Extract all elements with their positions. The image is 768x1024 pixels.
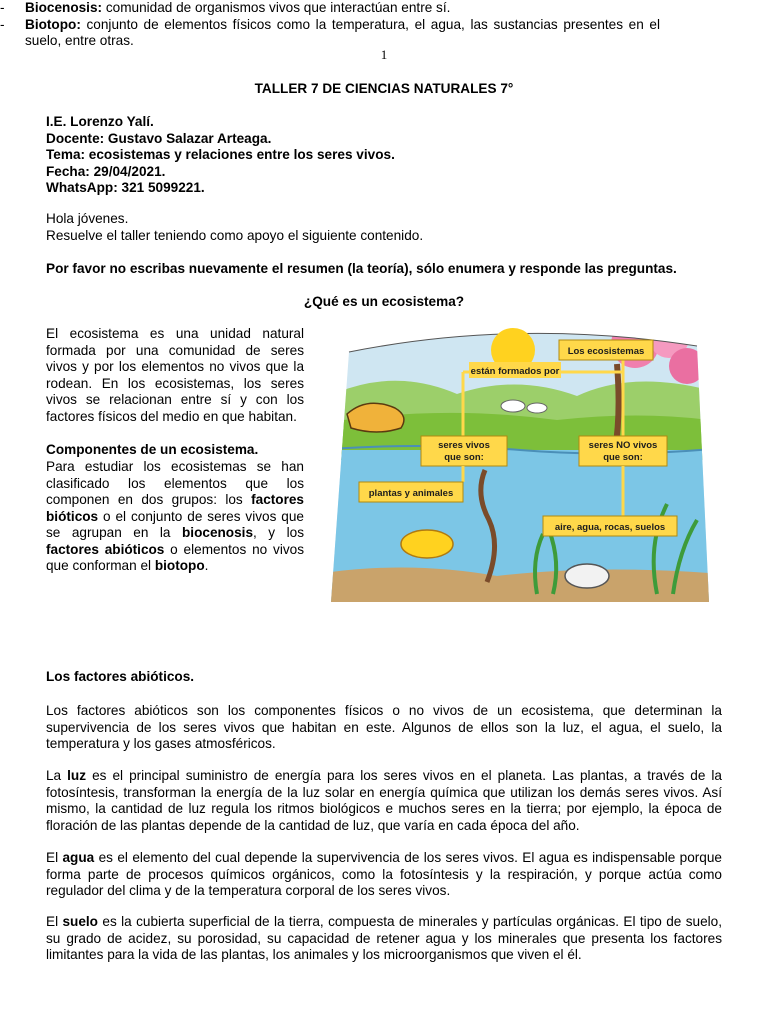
fish	[565, 564, 609, 588]
date-line: Fecha: 29/04/2021.	[46, 163, 166, 179]
soil-paragraph	[46, 914, 722, 964]
text-run: , y los	[253, 525, 304, 540]
fish	[401, 530, 453, 558]
abiotic-title: Los factores abióticos.	[46, 669, 195, 684]
definitions-list	[0, 0, 660, 50]
section-question: ¿Qué es un ecosistema?	[303, 294, 465, 309]
list-item	[0, 17, 660, 50]
label-plants-animals: plantas y animales	[368, 488, 454, 499]
bold-term: factores bióticos	[46, 492, 304, 524]
text-run: La	[46, 768, 68, 783]
duck	[501, 400, 525, 412]
list-dash: -	[0, 16, 5, 32]
text-run: o el conjunto de seres vivos que se agrupan en la	[46, 508, 304, 540]
teacher-name: Docente: Gustavo Salazar Arteaga.	[46, 130, 272, 146]
topic-line: Tema: ecosistemas y relaciones entre los seres vivos.	[46, 147, 395, 162]
greeting-line-2: Resuelve el taller teniendo como apoyo el siguiente contenido.	[46, 227, 424, 243]
label-nonliving-line-1: seres NO vivos	[588, 440, 658, 451]
text-run: Para estudiar los ecosistemas se han clasificado los elementos que los componen en dos grupos: los	[46, 459, 304, 507]
notice-text: Por favor no escribas nuevamente el resumen (la teoría), sólo enumera y responde las preguntas.	[46, 261, 677, 276]
document-title: TALLER 7 DE CIENCIAS NATURALES 7°	[254, 81, 514, 96]
components-title: Componentes de un ecosistema.	[46, 442, 259, 457]
jaguar	[347, 403, 404, 432]
intro-paragraph: El ecosistema es una unidad natural formada por una comunidad de seres vivos y por los elementos no vivos que la rodean. En los ecosistemas, los seres vivos se relacionan entre sí y con los factores físicos del medio en que habitan.	[46, 326, 304, 424]
label-living-line-2: que son:	[444, 452, 484, 463]
greeting-line-1: Hola jóvenes.	[46, 211, 129, 226]
greeting	[46, 211, 722, 244]
ecosystem-illustration	[317, 324, 723, 602]
bold-term: biotopo	[154, 558, 205, 573]
text-run: comunidad de organismos vivos que interactúan entre sí.	[102, 0, 451, 15]
label-abiotic-list: aire, agua, rocas, suelos	[554, 522, 666, 533]
document-header	[46, 114, 722, 197]
list-dash: -	[0, 0, 5, 15]
bold-term: luz	[67, 768, 87, 783]
abiotic-paragraph-1: Los factores abióticos son los componentes físicos o no vivos de un ecosistema, que determinan la supervivencia de los seres vivos que habitan en este. Algunos de ellos son la luz, el agua, el suelo, la temperatura y los gases atmosféricos.	[46, 703, 722, 751]
label-ecosystems: Los ecosistemas	[567, 346, 645, 357]
duck	[527, 403, 547, 413]
school-name: I.E. Lorenzo Yalí.	[46, 114, 154, 129]
text-run: .	[204, 558, 209, 573]
text-run: o elementos no vivos que conforman el	[46, 541, 304, 573]
text-run: El	[46, 850, 63, 865]
text-run: es la cubierta superficial de la tierra, compuesta de minerales y partículas orgánicas. El tipo de suelo, su grado de acidez, su porosidad, su capacidad de retener agua y los minerales que presenta los factores limitantes para la vida de las plantas, los animales y los microorganismos que viven el él.	[46, 914, 722, 962]
list-item	[0, 0, 660, 17]
text-run: es el elemento del cual depende la supervivencia de los seres vivos. El agua es indispensable porque forma parte de procesos químicos orgánicos, como la fotosíntesis y la respiración, y porque actúa como regulador del clima y de la temperatura corporal de los seres vivos.	[46, 850, 722, 898]
bold-term: factores abióticos	[46, 541, 165, 557]
tree-crown	[669, 348, 705, 384]
text-run: conjunto de elementos físicos como la temperatura, el agua, las sustancias presentes en el suelo, entre otras.	[25, 16, 660, 48]
components-paragraph	[46, 459, 304, 575]
text-run: El	[46, 914, 63, 929]
bold-term: suelo	[62, 914, 98, 929]
label-living-line-1: seres vivos	[438, 440, 490, 451]
light-paragraph	[46, 768, 722, 834]
page-number: 1	[380, 47, 388, 62]
bold-term: agua	[62, 850, 95, 865]
bold-term: Biocenosis:	[25, 0, 103, 15]
label-nonliving-line-2: que son:	[603, 452, 643, 463]
label-formed-by: están formados por	[470, 366, 560, 377]
water-paragraph	[46, 850, 722, 900]
text-run: es el principal suministro de energía para los seres vivos en el planeta. Las plantas, a través de la fotosíntesis, transforman la energía de la luz solar en energía química que utilizan los demás seres vivos. Así mismo, la cantidad de luz regula los ritmos biológicos e muchos seres en la tierra; por ejemplo, la época de floración de las plantas depende de la cantidad de luz, que varía en cada época del año.	[46, 768, 722, 833]
bold-term: biocenosis	[182, 525, 254, 540]
bold-term: Biotopo:	[25, 16, 81, 32]
whatsapp-line: WhatsApp: 321 5099221.	[46, 180, 205, 195]
